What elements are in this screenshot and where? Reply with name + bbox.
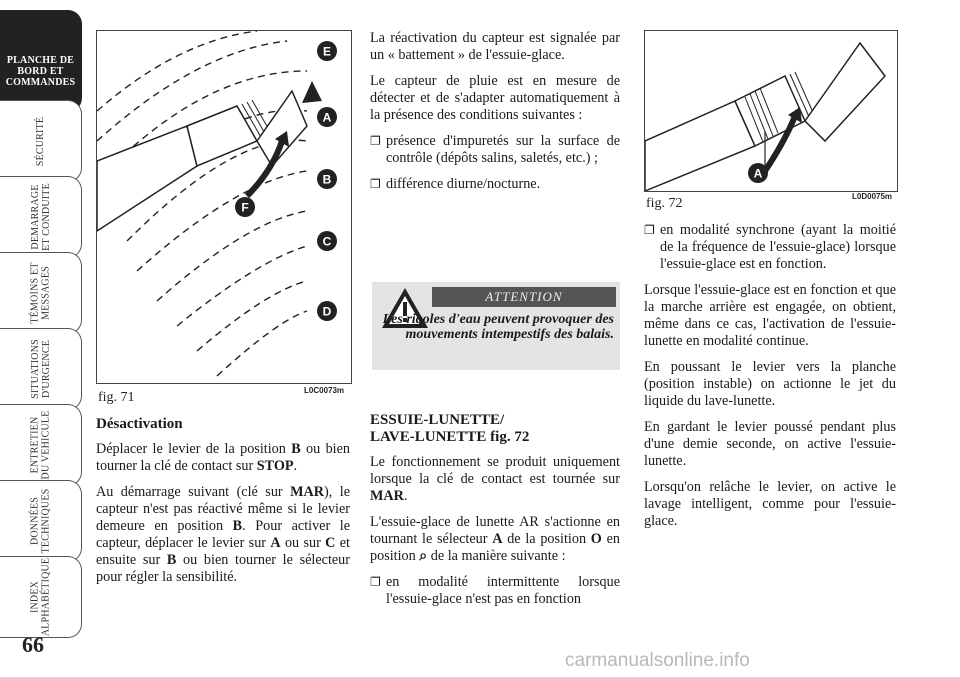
tab-index[interactable]	[0, 556, 82, 638]
chapter-tabs	[0, 0, 84, 650]
bullet-item: ❐ en modalité intermittente lorsque l'essuie-glace n'est pas en fonction	[370, 574, 620, 608]
tab-securite[interactable]	[0, 100, 82, 182]
tab-label: DONNÉES TECHNIQUES	[29, 488, 52, 554]
label-A: A	[753, 166, 763, 181]
column-2-bottom	[370, 412, 620, 617]
fig-72-caption: fig. 72	[646, 196, 683, 211]
label-C: C	[322, 234, 332, 249]
rear-wiper-stalk-illustration	[645, 31, 897, 191]
fig-71-code: L0C0073m	[304, 386, 345, 395]
tab-label: ENTRETIEN DU VEHICULE	[29, 410, 52, 480]
paragraph: La réactivation du capteur est signalée par un « battement » de l'essuie-glace.	[370, 30, 620, 63]
page-number: 66	[22, 632, 44, 657]
tab-label: SITUATIONS D'URGENCE	[29, 339, 52, 399]
warning-title: ATTENTION	[432, 287, 616, 307]
tab-temoins[interactable]	[0, 252, 82, 334]
label-E: E	[322, 44, 332, 59]
paragraph: Lorsque l'essuie-glace est en fonction et que la marche arrière est engagée, on obtient, même dans ce cas, l'activation de l'essuie-lunette en modalité continue.	[644, 282, 896, 349]
paragraph: Au démarrage suivant (clé sur MAR), le capteur n'est pas réactivé même si le levier demeure en position B. Pour activer le capteur, déplacer le levier sur A ou sur C et ensuite sur B ou bien tourner le sélecteur pour régler la sensibilité.	[96, 484, 351, 585]
figure-71	[96, 30, 352, 384]
paragraph: L'essuie-glace de lunette AR s'actionne en tournant le sélecteur A de la position O en position ⌕ de la manière suivante :	[370, 514, 620, 564]
warning-box	[372, 282, 620, 370]
fig-72-code: L0D0075m	[852, 192, 893, 201]
tab-entretien[interactable]	[0, 404, 82, 486]
label-B: B	[322, 172, 332, 187]
paragraph: En poussant le levier vers la planche (position instable) on actionne le jet du liquide du lave-lunette.	[644, 359, 896, 409]
tab-donnees-techniques[interactable]	[0, 480, 82, 562]
paragraph: Lorsqu'on relâche le levier, on active le lavage intelligent, comme pour l'essuie-glace.	[644, 479, 896, 529]
fig-71-caption: fig. 71	[98, 390, 135, 405]
bullet-item: ❐ en modalité synchrone (ayant la moitié de la fréquence de l'essuie-glace) lorsque l'essuie-glace est en fonction.	[644, 222, 896, 273]
paragraph: En gardant le levier poussé pendant plus d'une demie seconde, on active l'essuie-lunette.	[644, 419, 896, 469]
tab-planche-de-bord[interactable]	[0, 10, 82, 112]
label-F: F	[241, 200, 249, 215]
warning-text: Les rigoles d'eau peuvent provoquer des mouvements intempestifs des balais.	[382, 312, 614, 342]
bullet-item: ❐ présence d'impuretés sur la surface de contrôle (dépôts salins, saletés, etc.) ;	[370, 133, 620, 167]
section-heading: ESSUIE-LUNETTE/ LAVE-LUNETTE fig. 72	[370, 412, 530, 445]
tab-label: DEMARRAGE ET CONDUITE	[29, 183, 52, 251]
tab-demarrage[interactable]	[0, 176, 82, 258]
column-1	[96, 416, 350, 595]
bullet-item: ❐ différence diurne/nocturne.	[370, 176, 620, 193]
watermark: carmanualsonline.info	[565, 650, 750, 671]
column-3	[644, 222, 896, 539]
tab-label: TÉMOINS ET MESSAGES	[29, 262, 52, 324]
tab-situations-urgence[interactable]	[0, 328, 82, 410]
rear-wiper-icon: ⌕	[419, 548, 428, 564]
tab-label: PLANCHE DE BORD ET COMMANDES	[5, 54, 76, 88]
paragraph: Le fonctionnement se produit uniquement lorsque la clé de contact est tournée sur MAR.	[370, 454, 620, 504]
tab-label: SÉCURITÉ	[34, 116, 46, 166]
paragraph: Le capteur de pluie est en mesure de détecter et de s'adapter automatiquement à la présence des conditions suivantes :	[370, 73, 620, 123]
wiper-stalk-illustration	[97, 31, 351, 383]
label-A: A	[322, 110, 332, 125]
position-off-icon: O	[590, 531, 602, 547]
figure-72	[644, 30, 898, 192]
tab-label: INDEX ALPHABÉTIQUE	[29, 557, 52, 637]
section-heading: Désactivation	[96, 416, 183, 432]
column-2-top	[370, 30, 620, 202]
paragraph: Déplacer le levier de la position B ou bien tourner la clé de contact sur STOP.	[96, 441, 350, 474]
label-D: D	[322, 304, 332, 319]
